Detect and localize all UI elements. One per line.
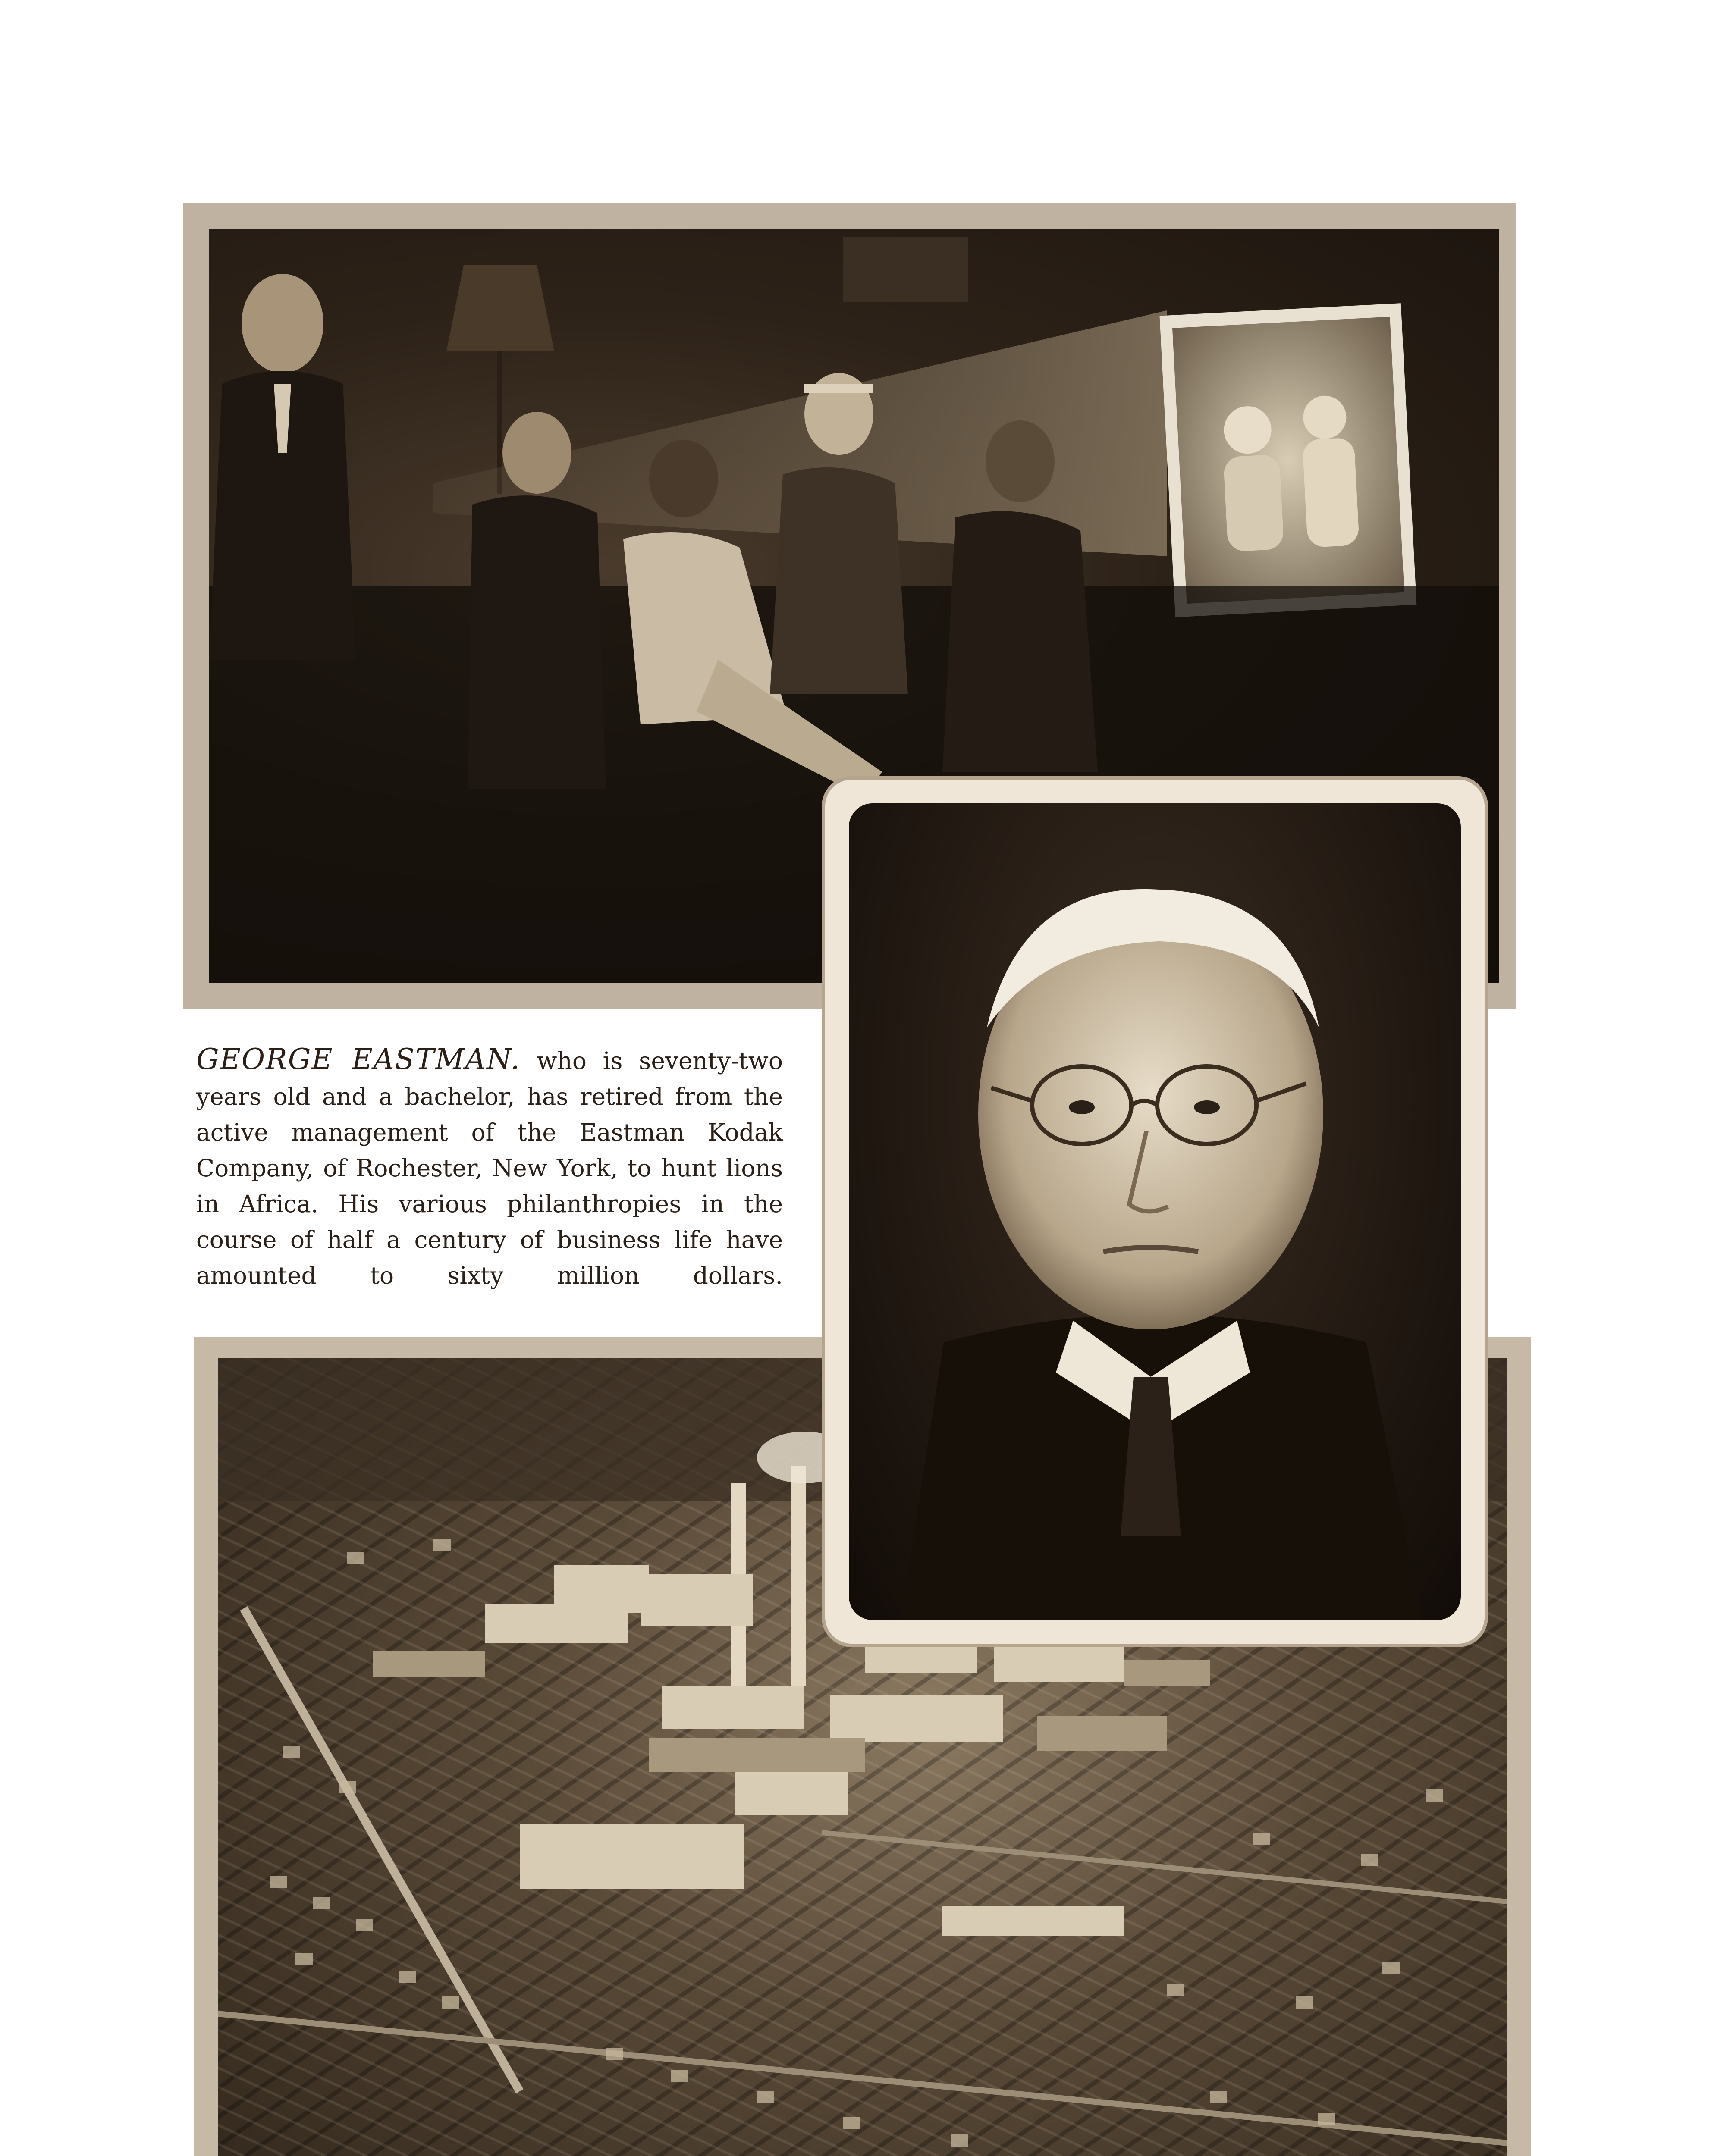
caption-body: who is seventy-two years old and a bachelor, has retired from the active management of the Eastman Kodak Company, of Rochester, New York, to hunt lions in Africa. His various philanthropies in the course of half a century of business life have amounted to sixty million dollars. <box>196 1047 783 1289</box>
article-caption <box>196 1041 783 1294</box>
smokestack-2 <box>791 1466 806 1686</box>
cross-road <box>218 2014 1507 2143</box>
lamp-shade <box>446 265 554 351</box>
portrait-frame <box>822 776 1488 1647</box>
projection-screen <box>1159 303 1416 617</box>
george-eastman-portrait <box>849 803 1461 1620</box>
caption-lead-name: GEORGE EASTMAN. <box>196 1043 521 1076</box>
east-road <box>822 1833 1507 1902</box>
standing-man <box>209 274 356 660</box>
portrait-figure <box>849 803 1461 1620</box>
wall-picture <box>843 237 968 302</box>
